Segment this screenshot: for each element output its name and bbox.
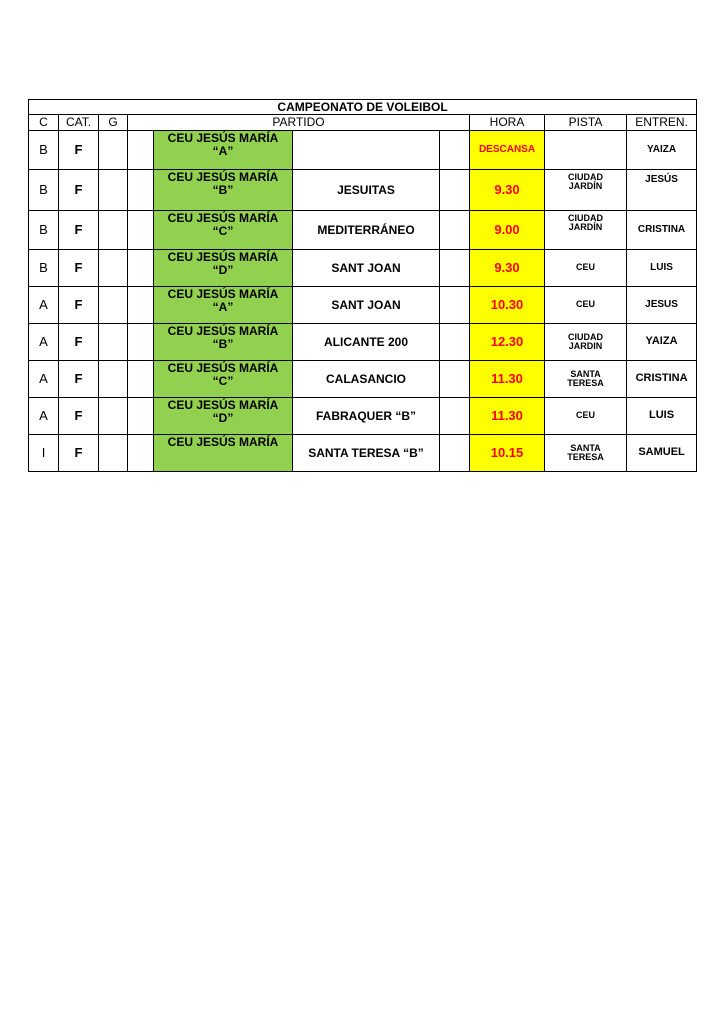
cell-blank bbox=[440, 324, 470, 361]
table-row bbox=[29, 435, 697, 472]
cell-rival: SANT JOAN bbox=[293, 287, 440, 324]
cell-pista bbox=[545, 361, 627, 398]
cell-entren: SAMUEL bbox=[627, 435, 697, 472]
cell-c: B bbox=[29, 211, 59, 250]
cell-hora: 10.15 bbox=[470, 435, 545, 472]
table-row bbox=[29, 324, 697, 361]
team-letter: “B” bbox=[212, 336, 234, 351]
cell-rival: MEDITERRÁNEO bbox=[293, 211, 440, 250]
team-letter: “C” bbox=[212, 223, 234, 238]
cell-entren: LUIS bbox=[627, 398, 697, 435]
header-partido: PARTIDO bbox=[128, 115, 470, 131]
cell-hora: 9.30 bbox=[470, 250, 545, 287]
team-name: CEU JESÚS MARÍA bbox=[167, 170, 279, 184]
team-name: CEU JESÚS MARÍA bbox=[167, 435, 279, 449]
cell-blank bbox=[440, 250, 470, 287]
table-row bbox=[29, 170, 697, 211]
team-name: CEU JESÚS MARÍA bbox=[167, 287, 279, 301]
pista-line2: TERESA bbox=[567, 378, 604, 388]
cell-g bbox=[99, 435, 128, 472]
cell-rival: SANTA TERESA “B” bbox=[293, 435, 440, 472]
table-row bbox=[29, 250, 697, 287]
cell-blank bbox=[128, 398, 154, 435]
cell-hora: 9.00 bbox=[470, 211, 545, 250]
cell-rival: CALASANCIO bbox=[293, 361, 440, 398]
cell-cat: F bbox=[59, 435, 99, 472]
cell-cat: F bbox=[59, 211, 99, 250]
cell-g bbox=[99, 324, 128, 361]
table-title: CAMPEONATO DE VOLEIBOL bbox=[29, 100, 697, 115]
cell-blank bbox=[440, 170, 470, 211]
cell-blank bbox=[440, 398, 470, 435]
header-row bbox=[29, 115, 697, 131]
cell-cat: F bbox=[59, 398, 99, 435]
cell-g bbox=[99, 131, 128, 170]
pista-line2: JARDÍN bbox=[568, 222, 603, 233]
cell-entren: YAIZA bbox=[627, 131, 697, 170]
cell-blank bbox=[440, 211, 470, 250]
cell-team bbox=[154, 131, 293, 170]
schedule-table bbox=[28, 99, 697, 472]
cell-rival: ALICANTE 200 bbox=[293, 324, 440, 361]
cell-g bbox=[99, 287, 128, 324]
title-row bbox=[29, 100, 697, 115]
cell-cat: F bbox=[59, 287, 99, 324]
cell-g bbox=[99, 250, 128, 287]
cell-pista bbox=[545, 435, 627, 472]
team-name: CEU JESÚS MARÍA bbox=[167, 211, 279, 225]
cell-pista bbox=[545, 250, 627, 287]
cell-hora: 11.30 bbox=[470, 361, 545, 398]
cell-team bbox=[154, 211, 293, 250]
team-letter: “A” bbox=[212, 299, 234, 314]
cell-team bbox=[154, 250, 293, 287]
table-row bbox=[29, 131, 697, 170]
cell-c: A bbox=[29, 324, 59, 361]
cell-blank bbox=[128, 435, 154, 472]
cell-team bbox=[154, 435, 293, 472]
cell-blank bbox=[440, 435, 470, 472]
cell-rival: FABRAQUER “B” bbox=[293, 398, 440, 435]
pista-line2: TERESA bbox=[567, 452, 604, 462]
header-hora: HORA bbox=[470, 115, 545, 131]
pista-line1: CIUDAD bbox=[568, 172, 603, 182]
team-name: CEU JESÚS MARÍA bbox=[167, 361, 279, 375]
cell-c: I bbox=[29, 435, 59, 472]
cell-entren: JESÚS bbox=[627, 170, 697, 211]
team-letter: “A” bbox=[212, 143, 234, 158]
header-entren: ENTREN. bbox=[627, 115, 697, 131]
cell-entren: CRISTINA bbox=[627, 361, 697, 398]
team-letter: “C” bbox=[212, 373, 234, 388]
pista-line1: CIUDAD bbox=[568, 213, 603, 223]
cell-c: B bbox=[29, 170, 59, 211]
cell-hora: 11.30 bbox=[470, 398, 545, 435]
team-letter: “B” bbox=[212, 182, 234, 197]
cell-blank bbox=[128, 170, 154, 211]
pista-line1: CEU bbox=[575, 410, 595, 421]
team-name: CEU JESÚS MARÍA bbox=[167, 131, 279, 145]
cell-c: A bbox=[29, 398, 59, 435]
cell-c: A bbox=[29, 287, 59, 324]
cell-rival: JESUITAS bbox=[293, 170, 440, 211]
pista-line2: JARDÍN bbox=[568, 181, 603, 192]
cell-blank bbox=[128, 361, 154, 398]
cell-entren: YAIZA bbox=[627, 324, 697, 361]
cell-g bbox=[99, 170, 128, 211]
cell-rival: SANT JOAN bbox=[293, 250, 440, 287]
cell-hora: 10.30 bbox=[470, 287, 545, 324]
team-name: CEU JESÚS MARÍA bbox=[167, 324, 279, 338]
header-g: G bbox=[99, 115, 128, 131]
table-row bbox=[29, 211, 697, 250]
cell-team bbox=[154, 287, 293, 324]
cell-blank bbox=[128, 211, 154, 250]
table-row bbox=[29, 398, 697, 435]
cell-rival bbox=[293, 131, 440, 170]
table-row bbox=[29, 287, 697, 324]
pista-line1: CEU bbox=[575, 262, 595, 273]
cell-cat: F bbox=[59, 361, 99, 398]
team-letter: “D” bbox=[212, 262, 234, 277]
cell-cat: F bbox=[59, 131, 99, 170]
cell-c: A bbox=[29, 361, 59, 398]
table-row bbox=[29, 361, 697, 398]
cell-team bbox=[154, 324, 293, 361]
team-name: CEU JESÚS MARÍA bbox=[167, 250, 279, 264]
cell-c: B bbox=[29, 131, 59, 170]
cell-hora: 12.30 bbox=[470, 324, 545, 361]
cell-cat: F bbox=[59, 324, 99, 361]
header-cat: CAT. bbox=[59, 115, 99, 131]
cell-blank bbox=[128, 287, 154, 324]
team-name: CEU JESÚS MARÍA bbox=[167, 398, 279, 412]
cell-entren: CRISTINA bbox=[627, 211, 697, 250]
cell-g bbox=[99, 211, 128, 250]
cell-g bbox=[99, 398, 128, 435]
cell-cat: F bbox=[59, 170, 99, 211]
cell-entren: LUIS bbox=[627, 250, 697, 287]
cell-blank bbox=[440, 287, 470, 324]
pista-line2: JARDIN bbox=[568, 341, 603, 351]
cell-entren: JESUS bbox=[627, 287, 697, 324]
cell-pista bbox=[545, 211, 627, 250]
cell-c: B bbox=[29, 250, 59, 287]
pista-line1: CEU bbox=[575, 299, 595, 310]
cell-blank bbox=[440, 361, 470, 398]
cell-pista bbox=[545, 170, 627, 211]
team-letter: “D” bbox=[212, 410, 234, 425]
cell-blank bbox=[440, 131, 470, 170]
pista-line1: CIUDAD bbox=[568, 331, 603, 342]
header-c: C bbox=[29, 115, 59, 131]
cell-pista bbox=[545, 131, 627, 170]
cell-g bbox=[99, 361, 128, 398]
cell-team bbox=[154, 170, 293, 211]
cell-cat: F bbox=[59, 250, 99, 287]
cell-hora: DESCANSA bbox=[470, 131, 545, 170]
header-pista: PISTA bbox=[545, 115, 627, 131]
pista-line1: SANTA bbox=[570, 368, 601, 379]
cell-pista bbox=[545, 398, 627, 435]
pista-line1: SANTA bbox=[570, 442, 601, 453]
cell-team bbox=[154, 361, 293, 398]
cell-team bbox=[154, 398, 293, 435]
cell-blank bbox=[128, 324, 154, 361]
cell-pista bbox=[545, 324, 627, 361]
cell-blank bbox=[128, 131, 154, 170]
cell-blank bbox=[128, 250, 154, 287]
cell-pista bbox=[545, 287, 627, 324]
cell-hora: 9.30 bbox=[470, 170, 545, 211]
